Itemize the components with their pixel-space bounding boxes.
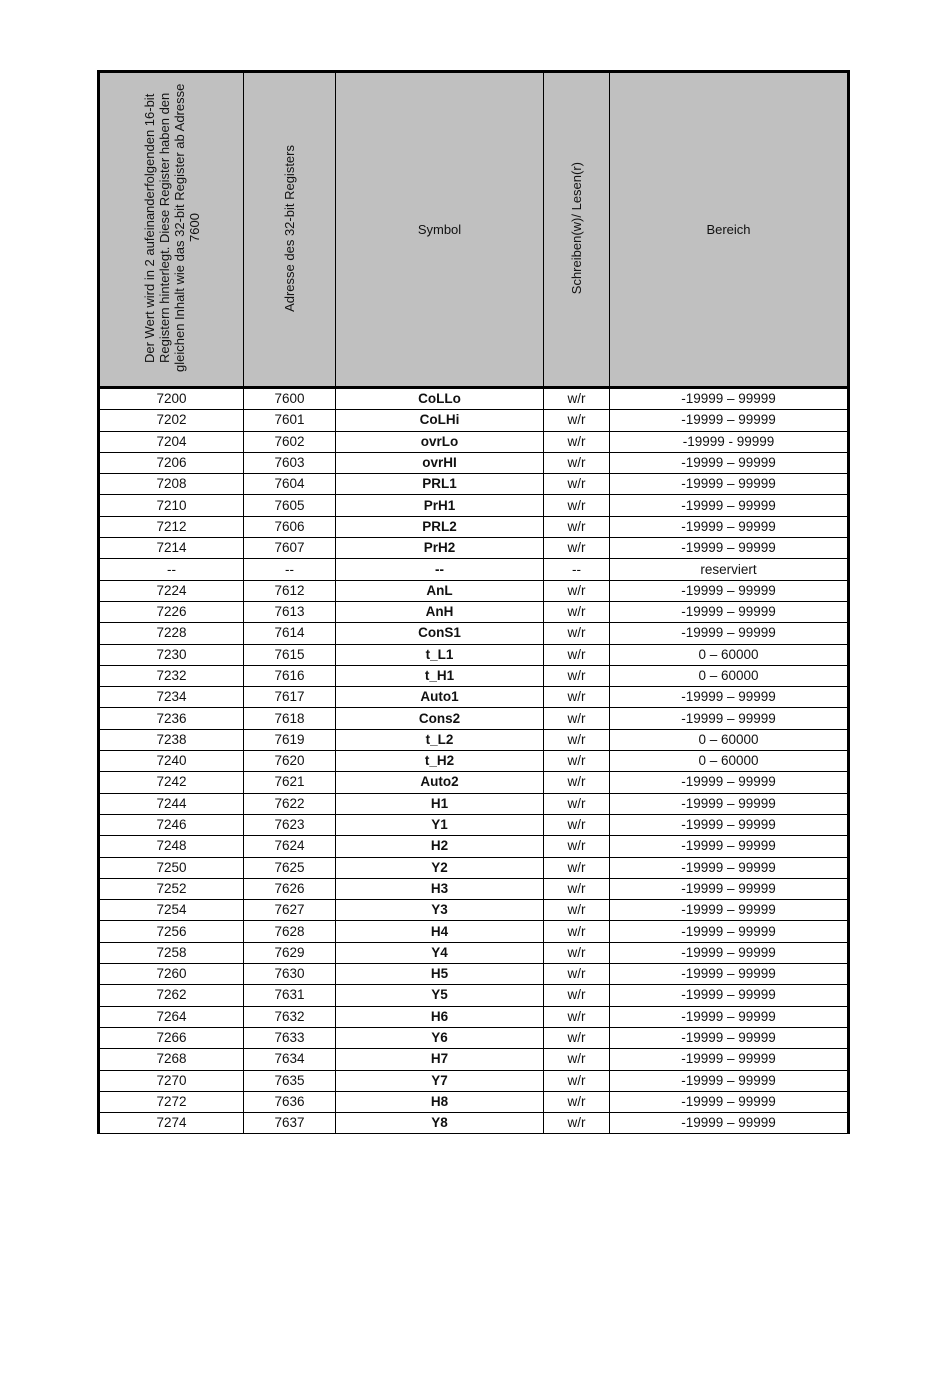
cell-32bit-address: 7604 [244,474,336,495]
cell-32bit-address: 7607 [244,538,336,559]
cell-32bit-address: 7615 [244,644,336,665]
cell-range: -19999 – 99999 [610,985,849,1006]
table-row [99,857,849,878]
cell-16bit-register: 7234 [99,687,244,708]
cell-16bit-register: 7256 [99,921,244,942]
cell-symbol: Y7 [336,1070,544,1091]
cell-32bit-address: 7616 [244,665,336,686]
cell-16bit-register: 7262 [99,985,244,1006]
cell-range: -19999 – 99999 [610,814,849,835]
table-row [99,900,849,921]
cell-symbol: Y3 [336,900,544,921]
cell-access: w/r [544,644,610,665]
cell-32bit-address: 7620 [244,751,336,772]
cell-16bit-register: 7202 [99,410,244,431]
cell-16bit-register: 7226 [99,601,244,622]
cell-16bit-register: 7230 [99,644,244,665]
cell-16bit-register: 7236 [99,708,244,729]
cell-16bit-register: 7270 [99,1070,244,1091]
cell-access: w/r [544,708,610,729]
cell-symbol: t_L1 [336,644,544,665]
cell-range: -19999 – 99999 [610,388,849,410]
cell-range: -19999 – 99999 [610,538,849,559]
cell-access: w/r [544,452,610,473]
table-row [99,495,849,516]
cell-range: -19999 – 99999 [610,772,849,793]
cell-access: w/r [544,601,610,622]
cell-symbol: AnL [336,580,544,601]
cell-access: w/r [544,793,610,814]
header-access [544,72,610,388]
table-row [99,559,849,580]
cell-32bit-address: 7625 [244,857,336,878]
cell-range: -19999 – 99999 [610,1006,849,1027]
header-range [610,72,849,388]
cell-16bit-register: 7250 [99,857,244,878]
table-row [99,1070,849,1091]
cell-32bit-address: 7613 [244,601,336,622]
cell-access: w/r [544,942,610,963]
cell-symbol: Y1 [336,814,544,835]
table-row [99,410,849,431]
cell-symbol: t_H2 [336,751,544,772]
cell-range: 0 – 60000 [610,729,849,750]
cell-range: -19999 – 99999 [610,474,849,495]
table-row [99,1091,849,1112]
cell-symbol: PrH2 [336,538,544,559]
cell-range: -19999 – 99999 [610,410,849,431]
cell-symbol: ConS1 [336,623,544,644]
cell-32bit-address: 7606 [244,516,336,537]
cell-32bit-address: 7601 [244,410,336,431]
cell-symbol: H1 [336,793,544,814]
cell-16bit-register: 7254 [99,900,244,921]
cell-range: -19999 – 99999 [610,964,849,985]
cell-16bit-register: 7212 [99,516,244,537]
cell-32bit-address: 7636 [244,1091,336,1112]
cell-access: w/r [544,921,610,942]
table-row [99,601,849,622]
cell-symbol: ovrLo [336,431,544,452]
cell-access: w/r [544,729,610,750]
table-row [99,985,849,1006]
cell-symbol: Y2 [336,857,544,878]
cell-access: w/r [544,665,610,686]
header-symbol-label: Symbol [417,222,462,237]
cell-access: w/r [544,516,610,537]
cell-access: w/r [544,538,610,559]
cell-32bit-address: 7632 [244,1006,336,1027]
cell-symbol: PRL1 [336,474,544,495]
table-row [99,644,849,665]
cell-symbol: -- [336,559,544,580]
table-row [99,452,849,473]
cell-access: w/r [544,814,610,835]
cell-32bit-address: 7619 [244,729,336,750]
cell-16bit-register: 7252 [99,878,244,899]
cell-16bit-register: 7266 [99,1027,244,1048]
table-row [99,836,849,857]
cell-range: -19999 – 99999 [610,921,849,942]
cell-16bit-register: 7200 [99,388,244,410]
cell-32bit-address: 7635 [244,1070,336,1091]
header-32bit-address [244,72,336,388]
cell-16bit-register: 7228 [99,623,244,644]
cell-access: w/r [544,1070,610,1091]
cell-range: reserviert [610,559,849,580]
cell-access: w/r [544,687,610,708]
cell-16bit-register: 7204 [99,431,244,452]
cell-16bit-register: 7242 [99,772,244,793]
cell-range: -19999 – 99999 [610,1091,849,1112]
cell-range: -19999 – 99999 [610,623,849,644]
cell-range: -19999 – 99999 [610,942,849,963]
cell-16bit-register: 7208 [99,474,244,495]
cell-range: -19999 – 99999 [610,857,849,878]
cell-access: -- [544,559,610,580]
cell-32bit-address: 7630 [244,964,336,985]
cell-16bit-register: 7240 [99,751,244,772]
cell-range: 0 – 60000 [610,665,849,686]
table-row [99,921,849,942]
cell-access: w/r [544,1049,610,1070]
cell-32bit-address: 7627 [244,900,336,921]
register-table-container [97,70,850,1134]
cell-symbol: H8 [336,1091,544,1112]
cell-32bit-address: 7631 [244,985,336,1006]
cell-access: w/r [544,985,610,1006]
cell-range: -19999 – 99999 [610,878,849,899]
cell-32bit-address: 7634 [244,1049,336,1070]
cell-symbol: Cons2 [336,708,544,729]
table-row [99,942,849,963]
cell-access: w/r [544,474,610,495]
table-row [99,964,849,985]
cell-symbol: Auto1 [336,687,544,708]
table-row [99,793,849,814]
cell-32bit-address: 7633 [244,1027,336,1048]
cell-16bit-register: 7224 [99,580,244,601]
cell-range: -19999 - 99999 [610,431,849,452]
cell-access: w/r [544,1113,610,1134]
cell-32bit-address: 7626 [244,878,336,899]
cell-symbol: t_L2 [336,729,544,750]
table-row [99,729,849,750]
cell-symbol: Y5 [336,985,544,1006]
cell-symbol: AnH [336,601,544,622]
table-row [99,878,849,899]
cell-16bit-register: 7268 [99,1049,244,1070]
table-row [99,580,849,601]
cell-access: w/r [544,495,610,516]
cell-symbol: PRL2 [336,516,544,537]
cell-16bit-register: 7214 [99,538,244,559]
cell-access: w/r [544,878,610,899]
table-row [99,516,849,537]
register-table [97,70,850,1134]
cell-16bit-register: 7244 [99,793,244,814]
cell-range: -19999 – 99999 [610,708,849,729]
table-row [99,538,849,559]
cell-32bit-address: 7621 [244,772,336,793]
cell-symbol: CoLHi [336,410,544,431]
table-row [99,623,849,644]
cell-access: w/r [544,964,610,985]
cell-symbol: H7 [336,1049,544,1070]
table-body [99,388,849,1134]
cell-range: -19999 – 99999 [610,1113,849,1134]
cell-16bit-register: 7206 [99,452,244,473]
cell-16bit-register: 7260 [99,964,244,985]
table-row [99,687,849,708]
cell-access: w/r [544,388,610,410]
cell-32bit-address: -- [244,559,336,580]
cell-access: w/r [544,836,610,857]
cell-symbol: H4 [336,921,544,942]
cell-symbol: CoLLo [336,388,544,410]
cell-32bit-address: 7637 [244,1113,336,1134]
cell-access: w/r [544,857,610,878]
table-row [99,1113,849,1134]
table-row [99,751,849,772]
header-access-label: Schreiben(w)/ Lesen(r) [569,161,584,295]
cell-range: -19999 – 99999 [610,516,849,537]
cell-symbol: t_H1 [336,665,544,686]
cell-range: -19999 – 99999 [610,687,849,708]
cell-access: w/r [544,623,610,644]
cell-access: w/r [544,900,610,921]
cell-range: -19999 – 99999 [610,1049,849,1070]
cell-access: w/r [544,1027,610,1048]
cell-symbol: H2 [336,836,544,857]
cell-32bit-address: 7605 [244,495,336,516]
cell-symbol: Y4 [336,942,544,963]
cell-16bit-register: 7246 [99,814,244,835]
cell-range: 0 – 60000 [610,751,849,772]
cell-16bit-register: 7232 [99,665,244,686]
cell-access: w/r [544,410,610,431]
cell-symbol: H3 [336,878,544,899]
cell-range: -19999 – 99999 [610,900,849,921]
header-range-label: Bereich [706,222,751,237]
cell-32bit-address: 7623 [244,814,336,835]
header-symbol [336,72,544,388]
cell-access: w/r [544,1091,610,1112]
cell-16bit-register: -- [99,559,244,580]
cell-range: -19999 – 99999 [610,836,849,857]
cell-symbol: H5 [336,964,544,985]
cell-range: -19999 – 99999 [610,495,849,516]
cell-16bit-register: 7264 [99,1006,244,1027]
cell-access: w/r [544,1006,610,1027]
cell-16bit-register: 7210 [99,495,244,516]
cell-range: -19999 – 99999 [610,580,849,601]
cell-32bit-address: 7614 [244,623,336,644]
cell-32bit-address: 7617 [244,687,336,708]
cell-16bit-register: 7258 [99,942,244,963]
cell-16bit-register: 7238 [99,729,244,750]
cell-access: w/r [544,431,610,452]
cell-symbol: Y6 [336,1027,544,1048]
cell-access: w/r [544,580,610,601]
cell-32bit-address: 7622 [244,793,336,814]
table-row [99,431,849,452]
cell-16bit-register: 7274 [99,1113,244,1134]
header-16bit-register [99,72,244,388]
table-row [99,1049,849,1070]
cell-range: -19999 – 99999 [610,601,849,622]
cell-32bit-address: 7624 [244,836,336,857]
table-header-row [99,72,849,388]
cell-32bit-address: 7612 [244,580,336,601]
cell-range: -19999 – 99999 [610,1070,849,1091]
cell-access: w/r [544,772,610,793]
cell-16bit-register: 7248 [99,836,244,857]
header-16bit-register-label: Der Wert wird in 2 aufeinanderfolgenden 16-bit Registern hinterlegt. Diese Register haben den gleichen Inhalt wie das 32-bit Register ab Adresse 7600 [141,83,202,373]
cell-symbol: PrH1 [336,495,544,516]
cell-symbol: Auto2 [336,772,544,793]
cell-access: w/r [544,751,610,772]
cell-32bit-address: 7628 [244,921,336,942]
table-row [99,388,849,410]
cell-16bit-register: 7272 [99,1091,244,1112]
table-row [99,708,849,729]
cell-32bit-address: 7629 [244,942,336,963]
cell-range: -19999 – 99999 [610,452,849,473]
table-row [99,814,849,835]
table-row [99,1027,849,1048]
cell-symbol: Y8 [336,1113,544,1134]
table-row [99,474,849,495]
cell-symbol: ovrHI [336,452,544,473]
cell-range: -19999 – 99999 [610,793,849,814]
cell-range: 0 – 60000 [610,644,849,665]
cell-range: -19999 – 99999 [610,1027,849,1048]
cell-32bit-address: 7618 [244,708,336,729]
header-32bit-address-label: Adresse des 32-bit Registers [282,144,297,312]
cell-32bit-address: 7602 [244,431,336,452]
table-row [99,665,849,686]
table-row [99,1006,849,1027]
cell-symbol: H6 [336,1006,544,1027]
cell-32bit-address: 7603 [244,452,336,473]
cell-32bit-address: 7600 [244,388,336,410]
table-row [99,772,849,793]
